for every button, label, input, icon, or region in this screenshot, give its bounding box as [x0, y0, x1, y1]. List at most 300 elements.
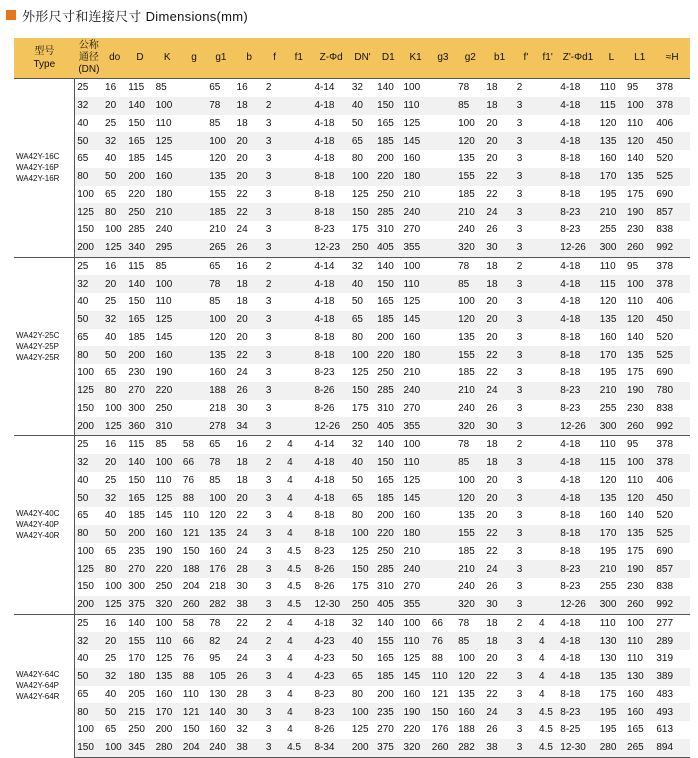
column-header: f1' [537, 38, 558, 79]
table-cell: 135 [598, 668, 625, 686]
table-cell: 3 [515, 275, 537, 293]
table-cell: 135 [458, 688, 475, 700]
table-cell: 220 [375, 346, 401, 364]
table-cell: 355 [401, 596, 429, 614]
table-cell: 120 [625, 132, 654, 150]
table-cell: 22 [486, 188, 498, 200]
table-cell: 125 [155, 653, 173, 665]
table-cell [537, 329, 558, 347]
table-cell [181, 417, 207, 435]
table-cell: 250 [377, 545, 394, 557]
table-cell: 250 [377, 367, 394, 379]
table-cell [181, 168, 207, 186]
table-cell: 110 [155, 296, 172, 308]
table-cell: 100 [458, 296, 475, 308]
table-cell: 310 [377, 581, 394, 593]
table-cell: 65 [350, 668, 375, 686]
table-cell: 4-18 [558, 489, 597, 507]
table-cell: 18 [236, 296, 248, 308]
table-cell: 140 [126, 454, 153, 472]
table-cell: 4-18 [558, 632, 597, 650]
table-cell: 100 [77, 188, 94, 200]
table-cell: 406 [656, 117, 674, 129]
table-cell: 300 [598, 417, 625, 435]
table-cell: 26 [235, 239, 264, 257]
table-cell: 26 [486, 224, 498, 236]
table-cell: 100 [77, 724, 94, 736]
table-cell: 8-23 [558, 203, 597, 221]
table-cell: 150 [350, 203, 375, 221]
table-cell: 130 [598, 632, 625, 650]
table-cell [430, 382, 456, 400]
table-cell: 210 [403, 367, 421, 379]
table-cell: 125 [154, 489, 181, 507]
table-cell: 32 [236, 724, 248, 736]
table-cell: 4-18 [560, 117, 581, 129]
table-cell [430, 346, 456, 364]
table-cell: 80 [351, 153, 363, 165]
table-row [14, 364, 690, 382]
table-cell: 175 [627, 188, 644, 200]
table-cell: 145 [401, 489, 429, 507]
table-cell: 8-18 [560, 331, 581, 343]
table-cell: 250 [128, 724, 145, 736]
column-header: f [264, 38, 285, 79]
table-cell [537, 507, 558, 525]
table-cell: 4-23 [314, 653, 335, 665]
type-label: WA42Y-25P [16, 341, 59, 351]
table-cell [430, 364, 456, 382]
table-cell: 100 [625, 454, 654, 472]
table-cell: 38 [235, 739, 264, 757]
table-cell: 65 [77, 688, 89, 700]
table-cell: 210 [598, 382, 625, 400]
table-row [14, 703, 690, 721]
table-cell [285, 346, 312, 364]
table-cell: 3 [515, 739, 537, 757]
table-cell: 4-14 [312, 257, 349, 275]
table-cell: 200 [377, 688, 394, 700]
table-cell: 3 [515, 703, 537, 721]
table-cell: 50 [103, 703, 126, 721]
table-cell: 135 [207, 168, 234, 186]
table-cell: 3 [515, 132, 537, 150]
table-cell: 20 [235, 311, 264, 329]
table-cell: 260 [181, 596, 207, 614]
table-cell: 240 [401, 382, 429, 400]
column-header: D [126, 38, 153, 79]
table-cell: 250 [350, 239, 375, 257]
table-cell: 4.5 [287, 545, 302, 557]
column-header: D1 [375, 38, 401, 79]
table-cell: 65 [207, 436, 234, 454]
table-cell: 285 [375, 203, 401, 221]
table-cell: 165 [377, 296, 394, 308]
column-header: do [103, 38, 126, 79]
table-cell: 525 [654, 346, 690, 364]
table-cell: 190 [625, 203, 654, 221]
table-cell: 66 [181, 454, 207, 472]
table-cell: 255 [599, 581, 617, 593]
table-cell: 125 [75, 382, 103, 400]
table-cell [430, 578, 456, 596]
table-cell: 150 [75, 739, 103, 757]
table-cell: 278 [207, 417, 234, 435]
table-cell: 378 [654, 97, 690, 115]
column-header: Z'-Φd1 [558, 38, 597, 79]
table-cell [537, 454, 558, 472]
table-cell: 170 [154, 703, 181, 721]
table-cell: 110 [401, 454, 429, 472]
table-cell: 2 [264, 632, 285, 650]
table-cell: 110 [430, 668, 456, 686]
table-cell [430, 239, 456, 257]
table-cell: 3 [264, 168, 285, 186]
table-cell: 230 [627, 581, 644, 593]
table-cell: 18 [484, 454, 514, 472]
table-cell [430, 472, 456, 490]
table-cell: 210 [598, 560, 625, 578]
table-cell [285, 79, 312, 97]
table-cell: 200 [75, 417, 103, 435]
table-cell: 240 [207, 739, 234, 757]
table-cell: 8-26 [314, 402, 335, 414]
table-cell: 210 [456, 560, 484, 578]
table-cell: 405 [375, 417, 401, 435]
table-cell: 220 [154, 382, 181, 400]
table-cell: 185 [128, 153, 145, 165]
table-row [14, 417, 690, 435]
table-cell: 65 [105, 367, 117, 379]
table-cell: 65 [105, 188, 117, 200]
table-cell: 50 [351, 296, 363, 308]
table-cell [181, 239, 207, 257]
table-cell: 18 [484, 436, 514, 454]
table-cell: 8-18 [314, 188, 335, 200]
table-cell: 4-18 [312, 614, 349, 632]
table-cell: 32 [103, 132, 126, 150]
table-row [14, 186, 690, 204]
table-cell: 165 [126, 132, 153, 150]
table-row [14, 507, 690, 525]
table-cell: 25 [105, 474, 117, 486]
table-cell: 270 [377, 724, 394, 736]
table-cell: 160 [154, 525, 181, 543]
table-cell: 8-23 [312, 703, 349, 721]
table-cell: 40 [350, 632, 375, 650]
table-cell: 16 [235, 436, 264, 454]
table-cell: 40 [350, 97, 375, 115]
table-cell: 110 [627, 653, 643, 665]
table-cell [285, 311, 312, 329]
table-cell: 260 [625, 417, 654, 435]
table-cell: 175 [351, 581, 369, 593]
table-cell: 28 [236, 688, 248, 700]
table-cell: 3 [515, 525, 537, 543]
table-cell: 4-23 [312, 668, 349, 686]
table-cell: 16 [103, 436, 126, 454]
table-cell [537, 578, 558, 596]
table-cell: 145 [155, 510, 173, 522]
table-cell: 4 [539, 688, 545, 700]
table-cell: 4-18 [558, 311, 597, 329]
table-cell: 140 [375, 79, 401, 97]
table-cell: 165 [377, 653, 394, 665]
table-cell: 4-18 [558, 436, 597, 454]
table-cell: 8-18 [560, 153, 581, 165]
table-cell: 20 [235, 489, 264, 507]
table-cell [430, 115, 456, 133]
table-cell: 125 [103, 239, 126, 257]
table-cell: 3 [515, 382, 537, 400]
dimensions-table [14, 38, 690, 758]
type-label: WA42Y-40P [16, 520, 59, 530]
table-cell: 3 [265, 545, 272, 557]
table-cell: 185 [207, 203, 234, 221]
table-cell: 80 [75, 346, 103, 364]
table-cell: 88 [431, 653, 443, 665]
table-cell: 195 [598, 703, 625, 721]
table-cell [537, 150, 558, 168]
table-cell: 260 [625, 596, 654, 614]
table-cell: 50 [351, 653, 363, 665]
table-cell: 110 [401, 632, 429, 650]
table-cell: 120 [209, 510, 226, 522]
table-cell: 120 [209, 153, 226, 165]
table-cell: 140 [375, 436, 401, 454]
table-cell: 100 [401, 79, 429, 97]
table-cell: 285 [128, 224, 145, 236]
table-cell: 30 [484, 596, 514, 614]
table-cell: 22 [235, 203, 264, 221]
table-cell: 95 [625, 79, 654, 97]
table-cell: 145 [155, 331, 173, 343]
table-row [14, 382, 690, 400]
table-cell: 100 [625, 614, 654, 632]
table-cell: 160 [403, 688, 421, 700]
table-cell: 125 [403, 117, 421, 129]
table-cell: 992 [654, 239, 690, 257]
table-row [14, 239, 690, 257]
table-cell: 125 [154, 132, 181, 150]
table-cell: 270 [403, 224, 421, 236]
table-cell: 40 [77, 653, 89, 665]
table-cell: 40 [77, 296, 89, 308]
table-cell: 3 [516, 296, 523, 308]
table-cell: 180 [401, 525, 429, 543]
table-cell: 30 [484, 239, 514, 257]
table-cell: 100 [401, 436, 429, 454]
table-cell: 992 [654, 417, 690, 435]
table-cell: 894 [654, 739, 690, 757]
table-cell: 838 [656, 224, 674, 236]
table-cell [430, 543, 456, 561]
table-cell: 78 [207, 454, 234, 472]
table-cell: 24 [236, 545, 248, 557]
table-cell: 3 [264, 203, 285, 221]
table-cell: 20 [486, 474, 498, 486]
table-cell: 230 [627, 402, 644, 414]
table-cell: 4-18 [558, 132, 597, 150]
table-cell: 24 [236, 653, 248, 665]
table-cell: 4-18 [314, 296, 335, 308]
table-cell: 3 [515, 668, 537, 686]
table-cell: 32 [350, 257, 375, 275]
table-cell: 32 [75, 97, 103, 115]
table-cell: 88 [181, 668, 207, 686]
table-cell: 355 [401, 417, 429, 435]
table-cell: 200 [75, 596, 103, 614]
table-cell: 100 [350, 168, 375, 186]
table-cell: 525 [654, 168, 690, 186]
table-cell: 65 [105, 545, 117, 557]
table-cell: 65 [77, 331, 89, 343]
table-cell: 50 [351, 474, 363, 486]
table-cell: 22 [236, 188, 248, 200]
table-cell: 4 [287, 474, 293, 486]
table-row [14, 275, 690, 293]
table-cell: 150 [375, 275, 401, 293]
table-cell: 85 [456, 97, 484, 115]
table-cell: 20 [484, 311, 514, 329]
table-cell: 4 [285, 489, 312, 507]
type-label: WA42Y-40C [16, 509, 60, 519]
table-cell [430, 132, 456, 150]
table-cell: 8-23 [558, 382, 597, 400]
table-cell [285, 382, 312, 400]
table-cell: 110 [627, 117, 643, 129]
table-cell: 4.5 [537, 703, 558, 721]
table-cell: 8-26 [312, 382, 349, 400]
table-cell: 195 [599, 367, 617, 379]
table-cell [430, 329, 456, 347]
table-cell: 160 [627, 688, 644, 700]
table-cell: 3 [265, 188, 272, 200]
table-row [14, 543, 690, 561]
table-cell: 3 [515, 632, 537, 650]
table-cell: 4 [285, 668, 312, 686]
type-label: WA42Y-25R [16, 352, 60, 362]
table-cell: 3 [264, 346, 285, 364]
table-cell: 20 [235, 168, 264, 186]
table-cell: 65 [207, 257, 234, 275]
table-cell: 992 [654, 596, 690, 614]
table-cell: 520 [656, 510, 674, 522]
table-cell: 3 [265, 296, 272, 308]
table-row [14, 257, 690, 275]
table-cell: 125 [351, 724, 369, 736]
table-cell: 3 [265, 402, 272, 414]
table-cell: 8-23 [558, 560, 597, 578]
table-row [14, 650, 690, 668]
table-cell: 3 [515, 168, 537, 186]
table-cell: 76 [430, 632, 456, 650]
table-cell: 195 [599, 724, 617, 736]
table-cell: 8-18 [558, 346, 597, 364]
table-cell: 3 [516, 224, 523, 236]
table-cell: 140 [627, 153, 644, 165]
table-cell [430, 311, 456, 329]
table-cell: 4-18 [560, 296, 581, 308]
table-cell: 210 [154, 203, 181, 221]
table-cell: 378 [654, 275, 690, 293]
table-cell [181, 382, 207, 400]
table-row [14, 560, 690, 578]
table-cell: 8-23 [314, 367, 335, 379]
table-cell: 32 [350, 436, 375, 454]
table-cell: 8-18 [560, 510, 581, 522]
table-cell [537, 346, 558, 364]
table-cell: 155 [375, 632, 401, 650]
table-cell: 135 [458, 153, 475, 165]
table-row [14, 203, 690, 221]
table-cell [537, 596, 558, 614]
table-cell: 125 [154, 311, 181, 329]
table-cell: 140 [126, 614, 153, 632]
table-cell: 16 [235, 257, 264, 275]
table-cell: 50 [75, 668, 103, 686]
type-label: WA42Y-25C [16, 330, 60, 340]
table-cell: 40 [105, 331, 117, 343]
table-cell: 218 [209, 402, 226, 414]
table-cell: 65 [207, 79, 234, 97]
table-cell: 26 [235, 382, 264, 400]
table-cell: 22 [486, 367, 498, 379]
table-row [14, 97, 690, 115]
table-cell: 85 [154, 79, 181, 97]
table-cell [430, 257, 456, 275]
table-cell: 200 [377, 153, 394, 165]
table-cell [181, 275, 207, 293]
column-header: Z-Φd [312, 38, 349, 79]
table-cell: 200 [126, 168, 153, 186]
table-cell: 165 [627, 724, 644, 736]
table-cell: 4 [285, 632, 312, 650]
table-cell: 150 [375, 454, 401, 472]
table-cell: 165 [377, 117, 394, 129]
column-header: f1 [285, 38, 312, 79]
header-row [14, 38, 690, 79]
table-cell: 110 [155, 117, 172, 129]
table-cell: 4-14 [312, 436, 349, 454]
table-cell: 3 [265, 331, 272, 343]
table-cell: 255 [599, 402, 617, 414]
type-label: WA42Y-16P [16, 163, 59, 173]
table-cell: 3 [516, 581, 523, 593]
table-cell [285, 221, 312, 239]
table-cell: 150 [77, 402, 94, 414]
table-cell: 65 [77, 153, 89, 165]
table-cell: 170 [598, 525, 625, 543]
table-cell: 65 [350, 489, 375, 507]
table-cell: 155 [456, 525, 484, 543]
table-cell: 160 [599, 153, 617, 165]
table-cell: 4-18 [312, 97, 349, 115]
table-cell [285, 329, 312, 347]
table-cell: 3 [516, 188, 523, 200]
table-cell: 20 [486, 653, 498, 665]
table-cell: 76 [182, 653, 195, 665]
table-cell: 277 [654, 614, 690, 632]
table-cell: 8-23 [560, 581, 581, 593]
table-cell: 20 [484, 132, 514, 150]
table-cell: 12-26 [558, 596, 597, 614]
table-cell: 65 [350, 132, 375, 150]
table-cell: 40 [350, 275, 375, 293]
table-cell: 20 [103, 632, 126, 650]
table-cell: 22 [484, 668, 514, 686]
column-header: DN' [350, 38, 375, 79]
